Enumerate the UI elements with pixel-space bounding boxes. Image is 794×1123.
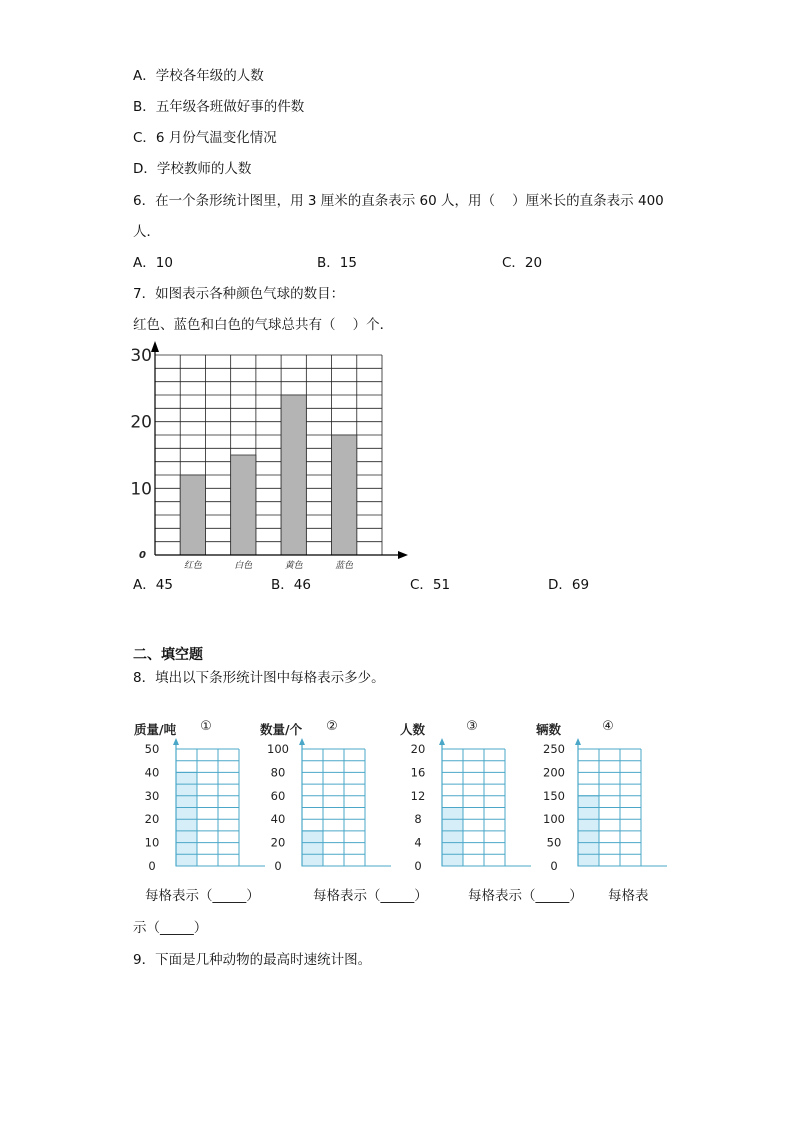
small-y-tick: 16 xyxy=(410,765,426,780)
q7-stem-line1: 7．如图表示各种颜色气球的数目： xyxy=(133,286,345,302)
q7-option-a: A．45 xyxy=(133,577,173,593)
small-y-arrow xyxy=(299,738,305,745)
small-y-tick: 100 xyxy=(543,812,565,827)
q6-option-a: A．10 xyxy=(133,255,173,271)
small-y-tick: 50 xyxy=(546,835,562,850)
caption-4-wrap: 示（_____） xyxy=(133,920,208,936)
small-chart-3 xyxy=(400,719,531,873)
y-tick-label: 0 xyxy=(139,550,146,561)
small-y-tick: 80 xyxy=(270,765,286,780)
caption-1: 每格表示（_____） xyxy=(145,888,260,904)
caption-4: 每格表 xyxy=(608,888,649,904)
small-y-tick: 0 xyxy=(550,859,558,873)
small-y-tick: 8 xyxy=(414,812,422,827)
small-ylabel: 辆数 xyxy=(536,722,562,737)
caption-2: 每格表示（_____） xyxy=(313,888,428,904)
small-y-tick: 0 xyxy=(274,859,282,873)
small-ylabel: 人数 xyxy=(400,722,426,737)
small-y-tick: 40 xyxy=(270,812,286,827)
caption-3: 每格表示（_____） xyxy=(468,888,583,904)
small-y-tick: 4 xyxy=(414,835,422,850)
small-y-tick: 0 xyxy=(148,859,156,873)
small-y-tick: 100 xyxy=(267,742,289,756)
q7-option-c: C．51 xyxy=(410,577,451,593)
q5-option-d: D．学校教师的人数 xyxy=(133,161,252,177)
small-y-tick: 12 xyxy=(410,788,426,803)
q7-option-b: B．46 xyxy=(271,577,311,593)
x-tick-label: 红色 xyxy=(183,561,202,571)
q6-option-b: B．15 xyxy=(317,255,357,271)
small-bar xyxy=(302,831,323,866)
small-ylabel: 数量/个 xyxy=(260,722,303,737)
y-tick-label: 20 xyxy=(130,412,152,433)
small-chart-4 xyxy=(535,719,667,873)
small-y-tick: 150 xyxy=(543,788,565,803)
q6-stem-line2: 人． xyxy=(133,224,160,240)
small-y-arrow xyxy=(575,738,581,745)
small-chart-1 xyxy=(134,719,265,873)
q9-stem: 9．下面是几种动物的最高时速统计图。 xyxy=(133,952,372,968)
small-chart-number: ④ xyxy=(602,719,614,734)
x-tick-label: 蓝色 xyxy=(335,561,354,571)
small-chart-number: ③ xyxy=(466,719,478,734)
y-tick-label: 30 xyxy=(130,346,152,366)
small-y-tick: 40 xyxy=(144,765,160,780)
q5-option-a: A．学校各年级的人数 xyxy=(133,68,264,84)
q8-stem: 8．填出以下条形统计图中每格表示多少。 xyxy=(133,670,385,686)
small-y-tick: 60 xyxy=(270,788,286,803)
q7-stem-line2: 红色、蓝色和白色的气球总共有（ ）个． xyxy=(133,317,394,333)
small-y-tick: 10 xyxy=(144,835,160,850)
q6-option-c: C．20 xyxy=(502,255,543,271)
small-ylabel: 质量/吨 xyxy=(134,722,177,737)
q5-option-c: C．6 月份气温变化情况 xyxy=(133,130,277,146)
small-y-arrow xyxy=(173,738,179,745)
q6-stem-line1: 6．在一个条形统计图里，用 3 厘米的直条表示 60 人，用（ ）厘米长的直条表示 400 xyxy=(133,193,664,209)
small-chart-number: ② xyxy=(326,719,338,734)
small-y-tick: 20 xyxy=(410,742,426,756)
small-chart-2 xyxy=(260,719,391,873)
x-tick-label: 白色 xyxy=(234,561,253,571)
section-heading: 二、填空题 xyxy=(133,647,203,663)
small-y-tick: 50 xyxy=(144,742,160,756)
small-y-tick: 20 xyxy=(270,835,286,850)
x-tick-label: 黄色 xyxy=(284,561,303,571)
small-y-tick: 30 xyxy=(144,788,160,803)
small-bar xyxy=(442,808,463,867)
q7-option-d: D．69 xyxy=(548,577,590,593)
small-y-tick: 200 xyxy=(543,765,565,780)
small-y-tick: 250 xyxy=(543,742,565,756)
small-y-tick: 20 xyxy=(144,812,160,827)
y-tick-label: 10 xyxy=(130,479,152,500)
small-y-arrow xyxy=(439,738,445,745)
q5-option-b: B．五年级各班做好事的件数 xyxy=(133,99,305,115)
small-y-tick: 0 xyxy=(414,859,422,873)
small-chart-number: ① xyxy=(200,719,212,734)
